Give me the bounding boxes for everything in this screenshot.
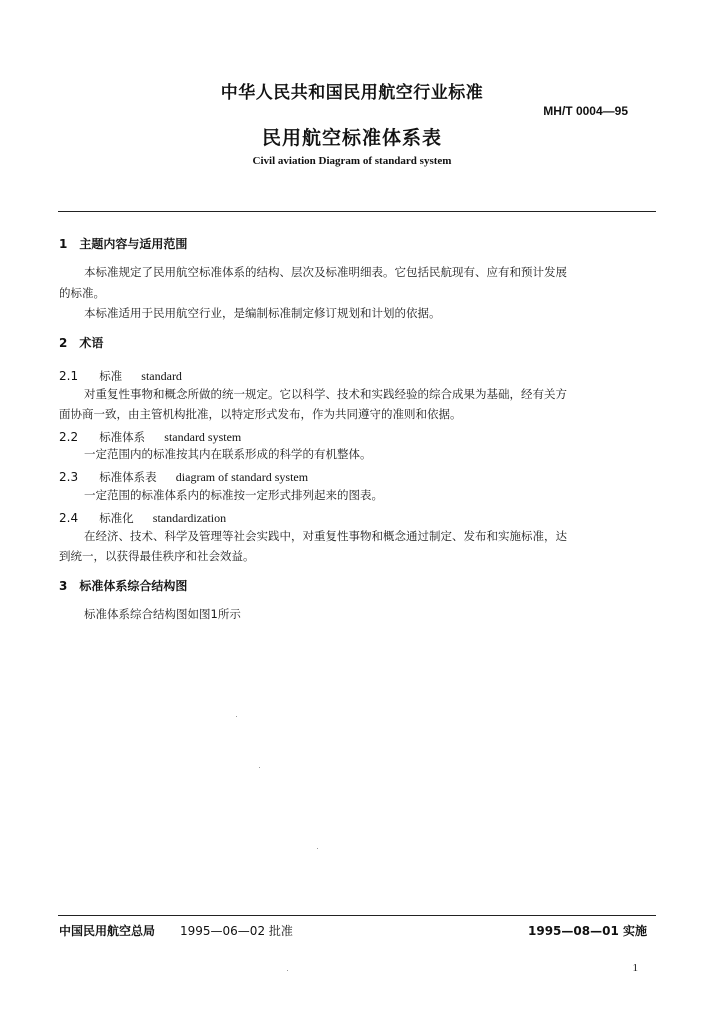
term-2-1: [59, 365, 182, 384]
term-2-4: [59, 507, 226, 526]
footer-issuer: 中国民用航空总局: [59, 924, 156, 938]
standard-category: 中华人民共和国民用航空行业标准: [220, 83, 484, 103]
section-1-paragraph-1-line-1: 本标准规定了民用航空标准体系的结构、层次及标准明细表。它包括民航现有、应有和预计发展: [84, 265, 567, 279]
term-2-1-chinese: 标准: [99, 369, 123, 383]
term-2-4-definition-line-2: 到统一，以获得最佳秩序和社会效益。: [59, 549, 255, 563]
footer-effective-date: 1995—08—01 实施: [528, 924, 647, 938]
term-2-1-definition-line-1: 对重复性事物和概念所做的统一规定。它以科学、技术和实践经验的综合成果为基础，经有关方: [84, 387, 567, 401]
document-title: 民用航空标准体系表: [261, 127, 442, 149]
scan-speck: [287, 970, 288, 971]
term-2-1-number: 2.1: [59, 369, 79, 383]
section-3-heading: 3 标准体系综合结构图: [59, 579, 188, 593]
term-2-1-english: standard: [141, 369, 182, 383]
section-1-paragraph-2: 本标准适用于民用航空行业，是编制标准制定修订规划和计划的依据。: [84, 306, 441, 320]
term-2-3-chinese: 标准体系表: [99, 470, 157, 484]
section-2-heading: 2 术语: [59, 336, 104, 350]
standard-code: MH/T 0004—95: [543, 104, 628, 118]
term-2-3-english: diagram of standard system: [175, 470, 309, 484]
footer-rule: [58, 915, 656, 916]
section-1-heading: 1 主题内容与适用范围: [59, 237, 188, 251]
term-2-3-number: 2.3: [59, 470, 79, 484]
term-2-3-definition: 一定范围的标准体系内的标准按一定形式排列起来的图表。: [84, 488, 383, 502]
footer-approve-date: 1995—06—02 批准: [180, 924, 293, 938]
term-2-2-definition: 一定范围内的标准按其内在联系形成的科学的有机整体。: [84, 447, 372, 461]
scan-speck: [317, 848, 318, 849]
page-number: 1: [632, 962, 638, 974]
section-1-paragraph-1-line-2: 的标准。: [59, 286, 105, 300]
scan-speck: [236, 716, 237, 717]
term-2-2: [59, 426, 241, 445]
header-rule: [58, 211, 656, 212]
term-2-2-english: standard system: [164, 430, 242, 444]
term-2-2-chinese: 标准体系: [99, 430, 146, 444]
term-2-4-definition-line-1: 在经济、技术、科学及管理等社会实践中，对重复性事物和概念通过制定、发布和实施标准，达: [84, 529, 567, 543]
scan-speck: [259, 767, 260, 768]
term-2-3: [59, 466, 308, 485]
term-2-2-number: 2.2: [59, 430, 79, 444]
term-2-1-definition-line-2: 面协商一致，由主管机构批准，以特定形式发布，作为共同遵守的准则和依据。: [59, 407, 462, 421]
term-2-4-chinese: 标准化: [99, 511, 134, 525]
term-2-4-number: 2.4: [59, 511, 79, 525]
term-2-4-english: standardization: [152, 511, 227, 525]
section-3-paragraph: 标准体系综合结构图如图1所示: [84, 607, 241, 621]
document-title-english: Civil aviation Diagram of standard system: [252, 155, 452, 167]
